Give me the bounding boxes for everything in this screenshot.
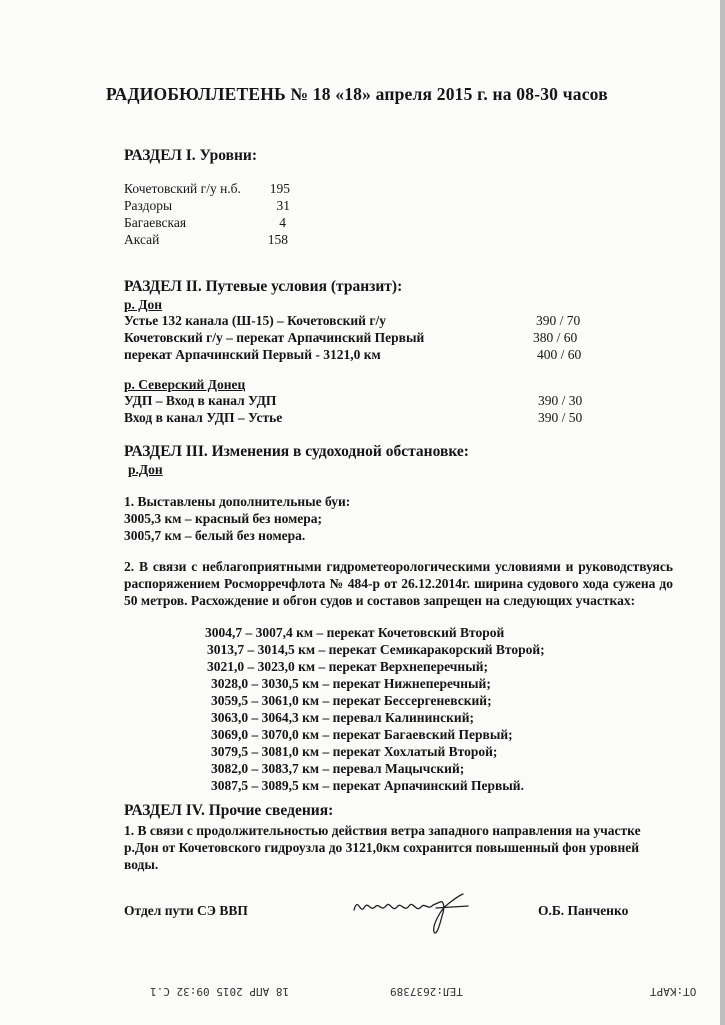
- segment-line: 3028,0 – 3030,5 км – перекат Нижнеперечный;: [211, 676, 491, 691]
- route-value: 390 / 50: [538, 410, 583, 425]
- segment-line: 3079,5 – 3081,0 км – перекат Хохлатый Второй;: [211, 744, 498, 759]
- handwritten-signature-icon: [348, 888, 478, 940]
- fax-phone: ТЕЛ:2637389: [390, 985, 463, 998]
- restriction-paragraph: 2. В связи с неблагоприятными гидрометеорологическими условиями и руководствуясь распоряжением Росморречфлота № 484-р от 26.12.2014г. ширина судового хода сужена до 50 метров. Расхождение и обгон судов и составов запрещен на следующих участках:: [124, 559, 673, 608]
- level-name: Багаевская: [124, 215, 187, 230]
- scan-edge: [720, 0, 725, 1025]
- segment-line: 3004,7 – 3007,4 км – перекат Кочетовский Второй: [205, 625, 505, 640]
- other-info-paragraph: 1. В связи с продолжительностью действия ветра западного направления на участке р.Дон от Кочетовского гидроузла до 3121,0км сохранится повышенный фон уровней воды.: [124, 823, 641, 872]
- level-name: Кочетовский г/у н.б.: [124, 181, 241, 196]
- level-value: 31: [276, 198, 290, 213]
- route-name: Вход в канал УДП – Устье: [124, 410, 283, 425]
- segment-line: 3059,5 – 3061,0 км – перекат Бессергеневский;: [211, 693, 492, 708]
- segment-line: 3069,0 – 3070,0 км – перекат Багаевский Первый;: [211, 727, 513, 742]
- buoys-heading: 1. Выставлены дополнительные буи:: [124, 494, 351, 509]
- segment-line: 3021,0 – 3023,0 км – перекат Верхнеперечный;: [207, 659, 489, 674]
- department-label: Отдел пути СЭ ВВП: [124, 903, 248, 918]
- signer-name: О.Б. Панченко: [538, 903, 629, 918]
- signature: [348, 888, 478, 945]
- buoy-line: 3005,3 км – красный без номера;: [124, 511, 323, 526]
- section-1-heading: РАЗДЕЛ I. Уровни:: [124, 147, 258, 164]
- section-2-heading: РАЗДЕЛ II. Путевые условия (транзит):: [124, 278, 403, 295]
- buoy-line: 3005,7 км – белый без номера.: [124, 528, 306, 543]
- route-value: 390 / 70: [536, 313, 581, 328]
- fax-timestamp: 18 АПР 2015 09:32 С.1: [150, 985, 290, 998]
- fax-sender: ОТ:КАРТ: [650, 985, 697, 998]
- route-name: перекат Арпачинский Первый - 3121,0 км: [124, 347, 381, 362]
- level-value: 158: [267, 232, 288, 247]
- level-name: Аксай: [124, 232, 160, 247]
- section-3-heading: РАЗДЕЛ III. Изменения в судоходной обстановке:: [124, 443, 469, 460]
- river-donets-label: р. Северский Донец: [124, 377, 246, 392]
- segment-line: 3087,5 – 3089,5 км – перекат Арпачинский Первый.: [211, 778, 524, 793]
- level-name: Раздоры: [124, 198, 173, 213]
- bulletin-title: РАДИОБЮЛЛЕТЕНЬ № 18 «18» апреля 2015 г. на 08-30 часов: [106, 84, 608, 104]
- level-value: 195: [269, 181, 290, 196]
- route-value: 400 / 60: [537, 347, 582, 362]
- route-name: Кочетовский г/у – перекат Арпачинский Первый: [124, 330, 425, 345]
- segment-line: 3063,0 – 3064,3 км – перевал Калининский;: [211, 710, 474, 725]
- segment-line: 3082,0 – 3083,7 км – перевал Мацычский;: [211, 761, 465, 776]
- segment-line: 3013,7 – 3014,5 км – перекат Семикаракорский Второй;: [207, 642, 545, 657]
- route-value: 390 / 30: [538, 393, 583, 408]
- river-don-label: р.Дон: [128, 462, 163, 477]
- route-value: 380 / 60: [533, 330, 578, 345]
- route-name: Устье 132 канала (Ш-15) – Кочетовский г/у: [124, 313, 386, 328]
- section-4-heading: РАЗДЕЛ IV. Прочие сведения:: [124, 802, 334, 819]
- level-value: 4: [279, 215, 286, 230]
- route-name: УДП – Вход в канал УДП: [124, 393, 277, 408]
- river-don-label: р. Дон: [124, 297, 163, 312]
